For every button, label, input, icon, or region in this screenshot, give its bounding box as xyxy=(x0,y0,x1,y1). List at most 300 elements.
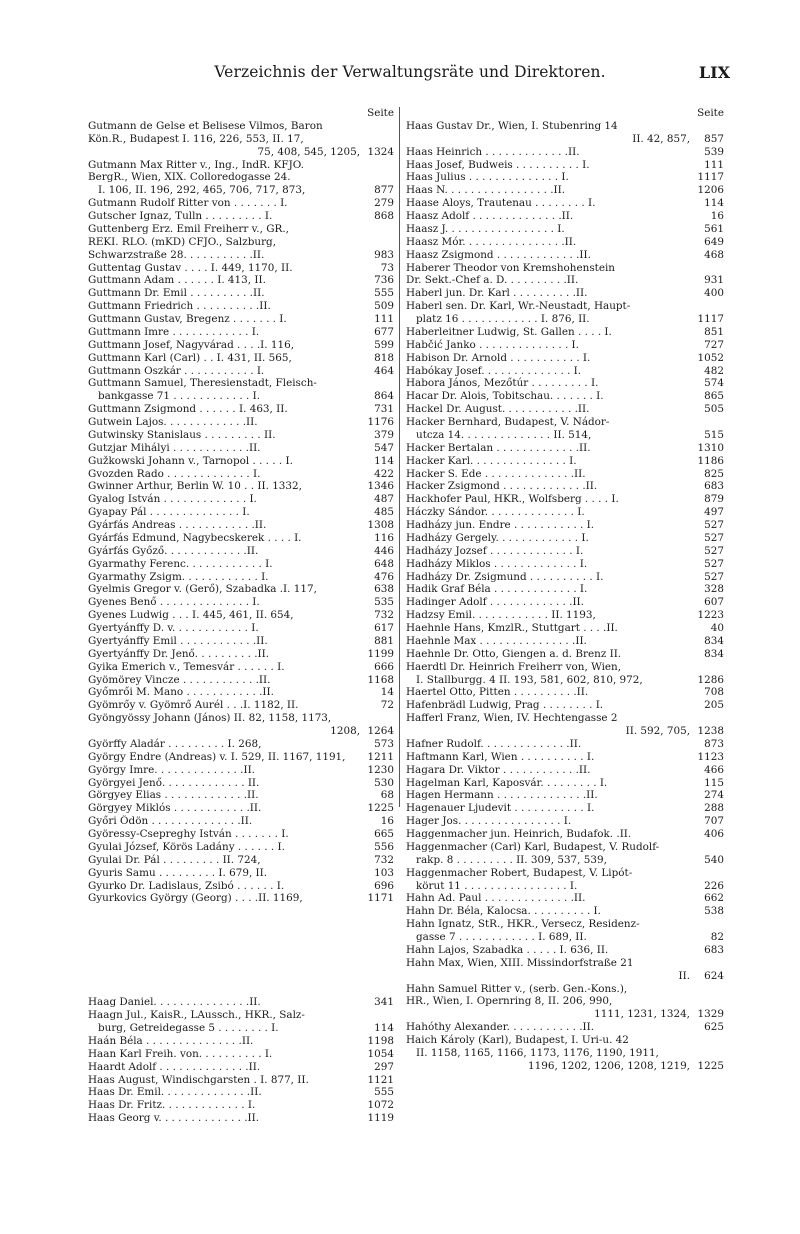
entry-text: Hahn Dr. Béla, Kalocsa. . . . . . . . . . I. xyxy=(406,905,601,918)
entry-page: 732 xyxy=(374,853,394,866)
index-entry xyxy=(406,880,724,893)
entry-page: 573 xyxy=(374,737,394,750)
index-entry xyxy=(406,480,724,493)
entry-page: 624 xyxy=(704,969,724,982)
entry-page xyxy=(694,983,724,996)
entry-page: 873 xyxy=(704,737,724,750)
entry-text: Hadházy Dr. Zsigmund . . . . . . . . . . I. xyxy=(406,570,604,583)
index-entry xyxy=(406,545,724,558)
entry-page xyxy=(694,841,724,854)
entry-page: 1119 xyxy=(367,1112,394,1125)
entry-page xyxy=(364,712,394,725)
entry-page: 881 xyxy=(374,634,394,647)
entry-page: 1324 xyxy=(367,145,394,158)
entry-page: 400 xyxy=(704,287,724,300)
index-entry xyxy=(88,686,394,699)
index-entry xyxy=(88,339,394,352)
entry-text: Guttentag Gustav . . . . I. 449, 1170, II. xyxy=(88,261,293,274)
page-number: LIX xyxy=(698,63,730,82)
entry-page: 879 xyxy=(704,493,724,506)
entry-page: 868 xyxy=(374,210,394,222)
entry-text: Hacker Bernhard, Budapest, V. Nádor- xyxy=(406,416,610,428)
index-entry xyxy=(406,532,724,545)
entry-page: 1238 xyxy=(697,725,724,737)
entry-text: Győmrői M. Mano . . . . . . . . . . . .II. xyxy=(88,686,274,699)
index-entry xyxy=(406,635,724,648)
entry-page: 16 xyxy=(710,210,724,222)
entry-page: 1225 xyxy=(697,1059,724,1072)
seite-label: Seite xyxy=(697,107,724,119)
entry-text: Hahóthy Alexander. . . . . . . . . . . .II. xyxy=(406,1021,595,1034)
entry-text: Hafferl Franz, Wien, IV. Hechtengasse 2 xyxy=(406,712,618,725)
right-column xyxy=(406,107,724,1073)
page-header xyxy=(90,63,730,85)
entry-text: Gyalog István . . . . . . . . . . . . . I. xyxy=(88,493,257,506)
entry-text: Gyárfás Andreas . . . . . . . . . . . .II. xyxy=(88,519,267,531)
index-entry xyxy=(88,892,394,905)
entry-page: 464 xyxy=(374,364,394,377)
entry-text: burg, Getreidegasse 5 . . . . . . . . I. xyxy=(98,1022,279,1034)
entry-page: 677 xyxy=(374,325,394,338)
entry-text: Gyurkovics György (Georg) . . . .II. 1169, xyxy=(88,892,303,905)
index-entry xyxy=(88,751,394,764)
entry-text: Gwinner Arthur, Berlin W. 10 . . II. 1332, xyxy=(88,480,302,493)
index-entry xyxy=(406,751,724,764)
entry-text: Gutzjar Mihályi . . . . . . . . . . . .II. xyxy=(88,441,261,454)
index-entry xyxy=(406,313,724,326)
entry-text: Schwarzstraße 28. . . . . . . . . . .II. xyxy=(88,248,265,261)
entry-text: Haas Georg v. . . . . . . . . . . . . .II. xyxy=(88,1112,260,1125)
entry-page: 1171 xyxy=(367,892,394,905)
index-entry xyxy=(88,674,394,687)
index-entry xyxy=(406,725,724,738)
entry-text: Haberleitner Ludwig, St. Gallen . . . . I. xyxy=(406,325,612,338)
entry-text: Gyárfás Győző. . . . . . . . . . . . .II. xyxy=(88,544,259,557)
entry-page: 72 xyxy=(380,699,394,712)
index-entry xyxy=(406,918,724,931)
index-entry xyxy=(406,738,724,751)
entry-text: Guttmann Oszkár . . . . . . . . . . . I. xyxy=(88,364,265,377)
entry-text: Haase Aloys, Trautenau . . . . . . . . I. xyxy=(406,197,596,210)
entry-text: Gyömörey Vincze . . . . . . . . . . . .II. xyxy=(88,673,271,686)
entry-page: 40 xyxy=(710,622,724,634)
entry-page xyxy=(694,661,724,674)
entry-page xyxy=(364,377,394,390)
entry-page: 666 xyxy=(374,660,394,673)
entry-page xyxy=(694,712,724,725)
entry-page: 341 xyxy=(374,996,394,1009)
index-entry xyxy=(406,648,724,661)
entry-text: Hagenauer Ljudevit . . . . . . . . . . . I. xyxy=(406,802,595,815)
index-entry xyxy=(406,558,724,571)
entry-text: I. 106, II. 196, 292, 465, 706, 717, 873, xyxy=(98,184,306,197)
entry-text: gasse 7 . . . . . . . . . . . . I. 689, II. xyxy=(416,931,587,943)
entry-page: 1230 xyxy=(367,763,394,776)
entry-text: 1111, 1231, 1324, xyxy=(594,1008,690,1021)
entry-page: 14 xyxy=(380,686,394,699)
index-entry xyxy=(406,854,724,867)
index-entry xyxy=(406,197,724,210)
index-entry xyxy=(406,970,724,983)
index-entry xyxy=(88,532,394,545)
entry-text: Gyertyánffy D. v. . . . . . . . . . . . I. xyxy=(88,622,259,634)
entry-text: Guttmann Zsigmond . . . . . . I. 463, II. xyxy=(88,403,288,416)
index-entry xyxy=(406,892,724,905)
entry-text: Gyelmis Gregor v. (Gerő), Szabadka .I. 117, xyxy=(88,583,317,596)
index-entry xyxy=(406,339,724,352)
index-list-h xyxy=(88,996,394,1125)
entry-page: 857 xyxy=(704,132,724,145)
index-entry xyxy=(88,519,394,532)
index-entry xyxy=(406,416,724,429)
entry-page xyxy=(364,133,394,146)
entry-page: 1198 xyxy=(367,1034,394,1047)
entry-text: Hahn Lajos, Szabadka . . . . . I. 636, II. xyxy=(406,943,609,956)
entry-text: Guttmann Josef, Nagyvárad . . . .I. 116, xyxy=(88,338,295,351)
index-entry xyxy=(406,352,724,365)
index-entry xyxy=(88,1061,394,1074)
entry-text: Haas Josef, Budweis . . . . . . . . . . I. xyxy=(406,158,590,171)
entry-page: 515 xyxy=(704,428,724,441)
index-entry xyxy=(88,493,394,506)
index-entry xyxy=(406,300,724,313)
entry-page: 111 xyxy=(704,158,724,171)
entry-page: 561 xyxy=(704,222,724,235)
entry-text: Gyárfás Edmund, Nagybecskerek . . . . I. xyxy=(88,531,302,544)
entry-page xyxy=(364,171,394,184)
entry-page: 555 xyxy=(374,287,394,300)
index-entry xyxy=(88,236,394,249)
entry-page: 103 xyxy=(374,866,394,879)
index-entry xyxy=(406,468,724,481)
entry-page xyxy=(364,236,394,249)
index-entry xyxy=(88,545,394,558)
index-entry xyxy=(406,815,724,828)
entry-page: 556 xyxy=(374,840,394,853)
entry-text: Hadik Graf Béla . . . . . . . . . . . . . I. xyxy=(406,583,588,596)
index-entry xyxy=(88,287,394,300)
entry-text: II. 42, 857, xyxy=(632,132,690,145)
entry-page: 1223 xyxy=(697,609,724,622)
entry-page xyxy=(694,995,724,1008)
entry-text: Hafner Rudolf. . . . . . . . . . . . . .II. xyxy=(406,737,582,750)
seite-label: Seite xyxy=(367,107,394,119)
entry-text: Györessy-Csepreghy István . . . . . . . I. xyxy=(88,828,289,840)
page-title: Verzeichnis der Verwaltungsräte und Direktoren. xyxy=(214,63,606,81)
index-entry xyxy=(88,377,394,390)
entry-text: platz 16 . . . . . . . . . . . . I. 876, II. xyxy=(416,313,590,325)
entry-page xyxy=(694,1047,724,1060)
entry-page: 665 xyxy=(374,828,394,840)
index-entry xyxy=(88,854,394,867)
entry-text: Haehnle Dr. Otto, Giengen a. d. Brenz II. xyxy=(406,647,622,660)
entry-text: Gyarmathy Ferenc. . . . . . . . . . . . I. xyxy=(88,557,273,570)
index-entry xyxy=(88,133,394,146)
entry-page: 1206 xyxy=(697,184,724,197)
entry-page: 547 xyxy=(374,441,394,454)
index-entry xyxy=(406,699,724,712)
entry-page xyxy=(364,223,394,236)
entry-text: Haas Dr. Emil. . . . . . . . . . . . . .II. xyxy=(88,1086,262,1099)
entry-text: Haas Dr. Fritz. . . . . . . . . . . . . I. xyxy=(88,1099,256,1112)
entry-text: Hagelman Karl, Kaposvár. . . . . . . . . I. xyxy=(406,776,608,789)
entry-page: 574 xyxy=(704,377,724,390)
index-entry xyxy=(88,210,394,223)
entry-page: 1346 xyxy=(367,480,394,493)
index-entry xyxy=(406,120,724,133)
entry-text: Görgyey Miklós . . . . . . . . . . . .II. xyxy=(88,802,262,815)
entry-page: 476 xyxy=(374,570,394,583)
index-entry xyxy=(406,262,724,275)
entry-text: Haas Heinrich . . . . . . . . . . . . .II. xyxy=(406,145,580,158)
entry-page: 599 xyxy=(374,338,394,351)
entry-page: 288 xyxy=(704,802,724,815)
entry-page: 422 xyxy=(374,467,394,480)
entry-text: Gutmann Rudolf Ritter von . . . . . . . I. xyxy=(88,197,288,210)
index-entry xyxy=(88,867,394,880)
index-entry xyxy=(88,442,394,455)
entry-text: Haasz J. . . . . . . . . . . . . . . . . I. xyxy=(406,222,565,235)
index-entry xyxy=(88,365,394,378)
entry-text: II. 1158, 1165, 1166, 1173, 1176, 1190, 1911, xyxy=(416,1046,659,1059)
entry-text: Gužkowski Johann v., Tarnopol . . . . . I. xyxy=(88,454,293,467)
entry-text: Gyertyánffy Dr. Jenő. . . . . . . . . .II. xyxy=(88,647,270,660)
index-entry xyxy=(88,738,394,751)
entry-text: Hahn Samuel Ritter v., (serb. Gen.-Kons.), xyxy=(406,982,628,995)
entry-text: Haehnle Max . . . . . . . . . . . . . . .II. xyxy=(406,634,587,647)
entry-page xyxy=(694,957,724,970)
entry-page: 114 xyxy=(374,1022,394,1034)
entry-text: Gutscher Ignaz, Tulln . . . . . . . . . I. xyxy=(88,210,273,222)
entry-text: Gyömrőy v. Gyömrő Aurél . . .I. 1182, II. xyxy=(88,699,299,712)
entry-page: 111 xyxy=(374,313,394,325)
entry-text: György Endre (Andreas) v. I. 529, II. 1167, 1191, xyxy=(88,750,346,763)
index-entry xyxy=(406,1008,724,1021)
entry-page: 1117 xyxy=(697,171,724,184)
index-entry xyxy=(88,764,394,777)
entry-page: 482 xyxy=(704,364,724,377)
entry-text: I. Stallburgg. 4 II. 193, 581, 602, 810, 972, xyxy=(416,673,643,686)
index-entry xyxy=(406,403,724,416)
entry-text: Haas Julius . . . . . . . . . . . . . . I. xyxy=(406,171,569,184)
entry-page: 539 xyxy=(704,145,724,158)
entry-page: 1121 xyxy=(367,1073,394,1086)
entry-text: Habora János, Mezőtúr . . . . . . . . . I. xyxy=(406,377,599,390)
entry-text: Gutwinsky Stanislaus . . . . . . . . . II. xyxy=(88,428,276,441)
entry-text: Gyenes Ludwig . . . I. 445, 461, II. 654, xyxy=(88,609,294,622)
index-entry xyxy=(406,1047,724,1060)
entry-text: Guttmann Imre . . . . . . . . . . . . I. xyxy=(88,325,260,338)
entry-page: 662 xyxy=(704,892,724,905)
index-entry xyxy=(88,184,394,197)
entry-page: 487 xyxy=(374,493,394,506)
entry-text: Guttmann Karl (Carl) . . I. 431, II. 565, xyxy=(88,351,292,364)
index-entry xyxy=(88,583,394,596)
entry-page: 116 xyxy=(374,531,394,544)
entry-text: Haggenmacher Robert, Budapest, V. Lipót- xyxy=(406,866,633,879)
index-entry xyxy=(88,596,394,609)
entry-text: Haas N. . . . . . . . . . . . . . . . .II. xyxy=(406,184,566,197)
entry-page: 115 xyxy=(704,776,724,789)
index-entry xyxy=(406,571,724,584)
entry-page: 732 xyxy=(374,609,394,622)
index-entry xyxy=(88,777,394,790)
entry-text: Gyarmathy Zsigm. . . . . . . . . . . . I. xyxy=(88,570,269,583)
entry-page xyxy=(364,1009,394,1022)
index-entry xyxy=(406,712,724,725)
entry-page: 509 xyxy=(374,300,394,313)
entry-text: HR., Wien, I. Opernring 8, II. 206, 990, xyxy=(406,995,613,1008)
entry-text: Haag Daniel. . . . . . . . . . . . . . .II. xyxy=(88,996,261,1009)
entry-page: 736 xyxy=(374,274,394,287)
entry-text: Hacker S. Ede . . . . . . . . . . . . . .II. xyxy=(406,467,586,480)
entry-text: Gyertyánffy Emil . . . . . . . . . . . .II. xyxy=(88,634,268,647)
entry-text: Hacker Karl. . . . . . . . . . . . . . . I. xyxy=(406,454,577,467)
index-entry xyxy=(88,699,394,712)
index-entry xyxy=(406,506,724,519)
entry-text: Haehnle Hans, KmzlR., Stuttgart . . . .II. xyxy=(406,622,618,634)
entry-text: Hahn Ignatz, StR., HKR., Versecz, Residenz- xyxy=(406,918,640,931)
index-entry xyxy=(88,455,394,468)
entry-text: Görgyey Elias . . . . . . . . . . . . .II. xyxy=(88,789,259,802)
entry-page: 468 xyxy=(704,248,724,261)
entry-text: Győri Ödön . . . . . . . . . . . . . .II. xyxy=(88,815,253,828)
entry-text: Guttmann Friedrich . . . . . . . . . .II. xyxy=(88,300,271,313)
index-entry xyxy=(406,596,724,609)
entry-text: Hagen Hermann . . . . . . . . . . . . . .II. xyxy=(406,789,598,802)
index-list-g xyxy=(88,120,394,905)
entry-text: György Imre. . . . . . . . . . . . . .II. xyxy=(88,763,255,776)
entry-page: 505 xyxy=(704,403,724,416)
left-column xyxy=(88,107,394,1125)
index-entry xyxy=(406,931,724,944)
entry-page xyxy=(694,416,724,429)
entry-page: 683 xyxy=(704,943,724,956)
index-entry xyxy=(406,274,724,287)
entry-text: Gyapay Pál . . . . . . . . . . . . . . I. xyxy=(88,506,250,519)
entry-page: 727 xyxy=(704,338,724,351)
index-entry xyxy=(406,326,724,339)
entry-page: 877 xyxy=(374,184,394,197)
entry-text: Guttmann Gustav, Bregenz . . . . . . . I. xyxy=(88,313,287,325)
entry-text: Guttenberg Erz. Emil Freiherr v., GR., xyxy=(88,222,289,235)
index-entry xyxy=(406,429,724,442)
entry-page: 834 xyxy=(704,647,724,660)
index-entry xyxy=(88,403,394,416)
entry-text: Haggenmacher jun. Heinrich, Budafok. .II. xyxy=(406,828,632,840)
index-entry xyxy=(88,146,394,159)
index-entry xyxy=(406,377,724,390)
entry-page: 328 xyxy=(704,583,724,596)
entry-page: 617 xyxy=(374,622,394,634)
entry-page: 1211 xyxy=(367,750,394,763)
entry-text: Habison Dr. Arnold . . . . . . . . . . . I. xyxy=(406,351,591,364)
entry-page: 527 xyxy=(704,544,724,557)
entry-text: Hadházy jun. Endre . . . . . . . . . . . I. xyxy=(406,519,595,531)
index-entry xyxy=(406,236,724,249)
index-entry xyxy=(406,686,724,699)
entry-page: 708 xyxy=(704,686,724,699)
index-entry xyxy=(406,249,724,262)
entry-page: 379 xyxy=(374,428,394,441)
entry-text: Haftmann Karl, Wien . . . . . . . . . . I. xyxy=(406,750,595,763)
entry-page: 851 xyxy=(704,325,724,338)
entry-page: 731 xyxy=(374,403,394,416)
entry-page: 648 xyxy=(374,557,394,570)
index-entry xyxy=(88,1035,394,1048)
entry-text: Háczky Sándor. . . . . . . . . . . . . . I. xyxy=(406,506,585,519)
index-entry xyxy=(406,223,724,236)
entry-page: 1225 xyxy=(367,802,394,815)
entry-text: Gyenes Benő . . . . . . . . . . . . . . I. xyxy=(88,596,260,609)
index-entry xyxy=(406,184,724,197)
index-entry xyxy=(406,802,724,815)
entry-text: Hadházy Miklos . . . . . . . . . . . . . I. xyxy=(406,557,588,570)
index-entry xyxy=(406,828,724,841)
entry-text: Hagara Dr. Viktor . . . . . . . . . . . .II. xyxy=(406,763,591,776)
index-list-h-continued xyxy=(406,120,724,1073)
entry-text: Gutwein Lajos. . . . . . . . . . . . .II. xyxy=(88,416,258,428)
entry-page: 205 xyxy=(704,699,724,712)
entry-page: 696 xyxy=(374,879,394,892)
entry-page: 114 xyxy=(704,197,724,210)
entry-text: Hager Jos. . . . . . . . . . . . . . . . I. xyxy=(406,815,572,828)
index-entry xyxy=(88,480,394,493)
entry-text: Györffy Aladár . . . . . . . . . I. 268, xyxy=(88,737,262,750)
index-entry xyxy=(88,300,394,313)
entry-text: Haberl jun. Dr. Karl . . . . . . . . . .II. xyxy=(406,287,588,300)
index-entry xyxy=(406,944,724,957)
entry-text: Hackel Dr. August. . . . . . . . . . . .II. xyxy=(406,403,590,416)
index-entry xyxy=(88,622,394,635)
entry-text: Habčić Janko . . . . . . . . . . . . . . I. xyxy=(406,338,579,351)
index-entry xyxy=(88,725,394,738)
entry-text: Habókay Josef. . . . . . . . . . . . . . I. xyxy=(406,364,582,377)
index-entry xyxy=(88,390,394,403)
index-entry xyxy=(88,1112,394,1125)
entry-text: Haán Béla . . . . . . . . . . . . . . .II. xyxy=(88,1034,254,1047)
entry-page: 527 xyxy=(704,531,724,544)
index-entry xyxy=(88,648,394,661)
entry-text: utcza 14. . . . . . . . . . . . . . II. 514, xyxy=(416,428,592,441)
entry-page: 1117 xyxy=(697,313,724,325)
entry-page: 983 xyxy=(374,248,394,261)
index-entry xyxy=(406,609,724,622)
entry-page: 226 xyxy=(704,879,724,892)
entry-page: 535 xyxy=(374,596,394,609)
entry-text: 75, 408, 545, 1205, xyxy=(257,145,360,158)
entry-text: Gyika Emerich v., Temesvár . . . . . . I. xyxy=(88,660,285,673)
entry-page: 73 xyxy=(380,261,394,274)
entry-text: BergR., Wien, XIX. Colloredogasse 24. xyxy=(88,171,291,184)
index-entry xyxy=(88,712,394,725)
entry-page: 555 xyxy=(374,1086,394,1099)
entry-text: Haertel Otto, Pitten . . . . . . . . . .II. xyxy=(406,686,589,699)
entry-text: Hacar Dr. Alois, Tobitschau. . . . . . . I. xyxy=(406,390,604,403)
entry-page: 834 xyxy=(704,634,724,647)
index-entry xyxy=(406,133,724,146)
index-entry xyxy=(406,442,724,455)
section-gap xyxy=(88,905,394,996)
entry-text: Guttmann Samuel, Theresienstadt, Fleisch- xyxy=(88,377,317,390)
index-entry xyxy=(88,571,394,584)
entry-text: II. xyxy=(678,969,690,982)
index-entry xyxy=(88,635,394,648)
entry-page: 1072 xyxy=(367,1099,394,1112)
entry-page: 707 xyxy=(704,815,724,828)
index-entry xyxy=(406,390,724,403)
entry-text: II. 592, 705, xyxy=(625,725,690,737)
